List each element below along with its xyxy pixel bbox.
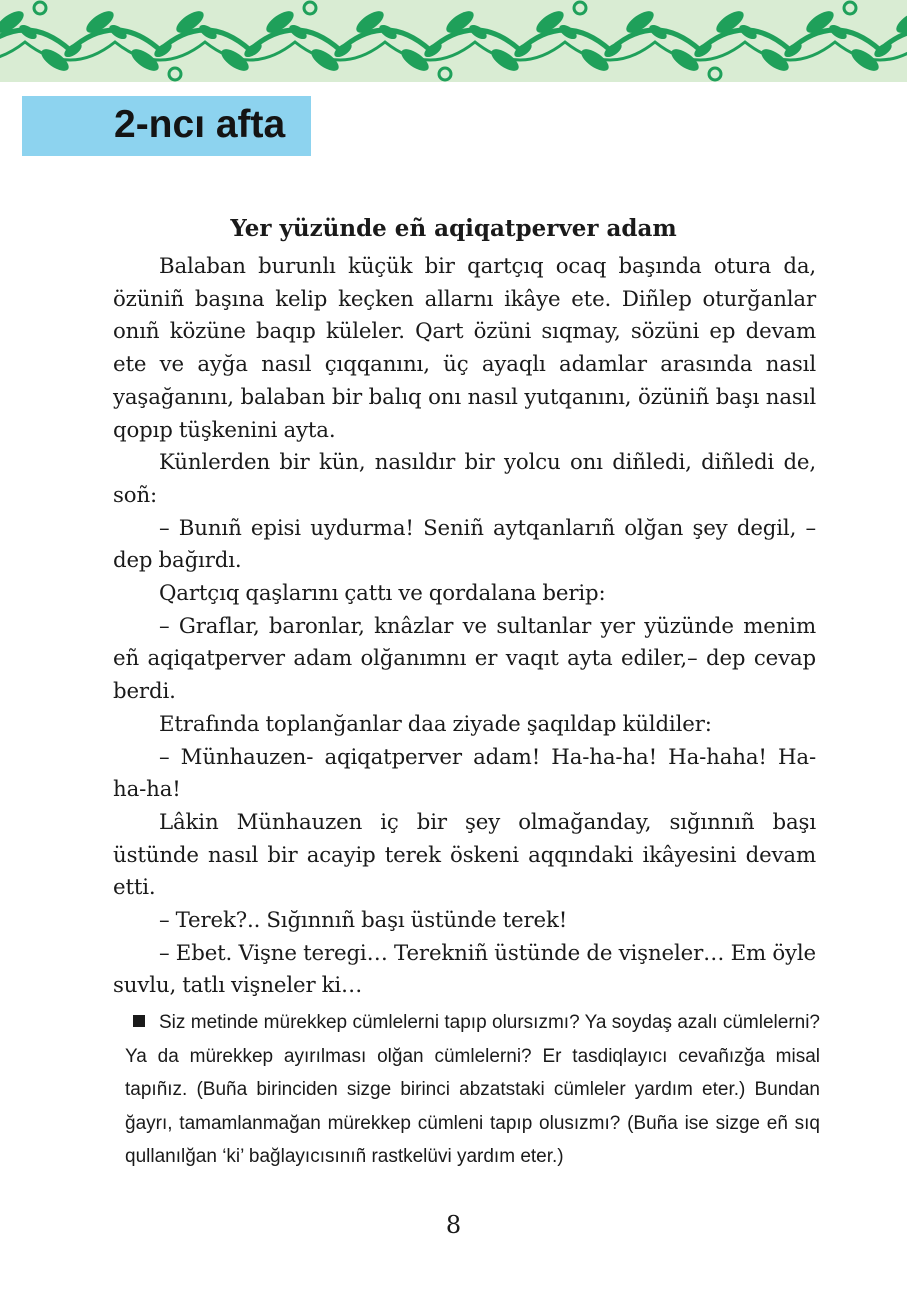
story-paragraph: Etrafında toplanğanlar daa ziyade şaqıldap küldiler: <box>159 711 712 737</box>
bud <box>574 2 586 14</box>
bud <box>439 68 451 80</box>
story-paragraph: – Graflar, baronlar, knâzlar ve sultanlar yer yüzünde menim eñ aqiqatperver adam olğanımnı er vaqıt ayta ediler,– dep cevap berdi. <box>113 613 816 705</box>
bud <box>304 2 316 14</box>
story-paragraph: Lâkin Münhauzen iç bir şey olmağanday, sığınnıñ başı üstünde nasıl bir acayip terek öskeni aqqındaki ikâyesini devam etti. <box>113 809 816 901</box>
task-paragraph <box>125 1006 820 1174</box>
bud <box>169 68 181 80</box>
story-paragraph: – Ebet. Vişne teregi… Terekniñ üstünde de vişneler… Em öyle suvlu, tatlı vişneler ki… <box>113 940 816 999</box>
task-text: Siz metinde mürekkep cümlelerni tapıp olursızmı? Ya soydaş azalı cümlelerni? Ya da mürekkep ayırılması olğan cümlelerni? Er tasdiqlayıcı cevañızğa misal tapıñız. (Buña birinciden sizge birinci abzatstaki cümleler yardım eter.) Bundan ğayrı, tamamlanmağan mürekkep cümleni tapıp olusızmı? (Buña ise sizge eñ sıq qullanılğan ‘ki’ bağlayıcısınıñ rastkelüvi yardım eter.) <box>125 1012 820 1168</box>
square-bullet-icon <box>133 1015 145 1027</box>
story-title: Yer yüzünde eñ aqiqatperver adam <box>230 215 677 242</box>
story-paragraph: – Münhauzen- aqiqatperver adam! Ha-ha-ha! Ha-haha! Ha-ha-ha! <box>113 744 816 803</box>
story-text <box>113 251 816 1003</box>
bud <box>844 2 856 14</box>
task-block <box>125 1006 820 1174</box>
story-paragraph: – Terek?.. Sığınnıñ başı üstünde terek! <box>159 908 568 934</box>
bud <box>709 68 721 80</box>
page-number: 8 <box>445 1211 462 1239</box>
week-heading-box <box>22 96 311 156</box>
bud <box>34 2 46 14</box>
floral-vine-border-icon <box>0 0 907 82</box>
story-paragraph: Qartçıq qaşlarını çattı ve qordalana berip: <box>159 581 606 607</box>
story-paragraph: – Bunıñ episi uydurma! Seniñ aytqanlarıñ olğan şey degil, – dep bağırdı. <box>113 515 816 574</box>
vine-stem <box>0 30 907 50</box>
story-paragraph: Künlerden bir kün, nasıldır bir yolcu onı diñledi, diñledi de, soñ: <box>113 450 816 508</box>
week-heading: 2-ncı afta <box>114 103 286 146</box>
story-paragraph: Balaban burunlı küçük bir qartçıq ocaq başında otura da, özüniñ başına kelip keçken allarnı ikâye ete. Diñlep oturğanlar onıñ közüne baqıp küleler. Qart özüni sıqmay, sözüni ep devam ete ve ayğa nasıl çıqqanını, üç ayaqlı adamlar arasında nasıl yaşağanını, balaban bir balıq onı nasıl yutqanını, özüniñ başı nasıl qopıp tüşkenini ayta. <box>113 254 816 443</box>
